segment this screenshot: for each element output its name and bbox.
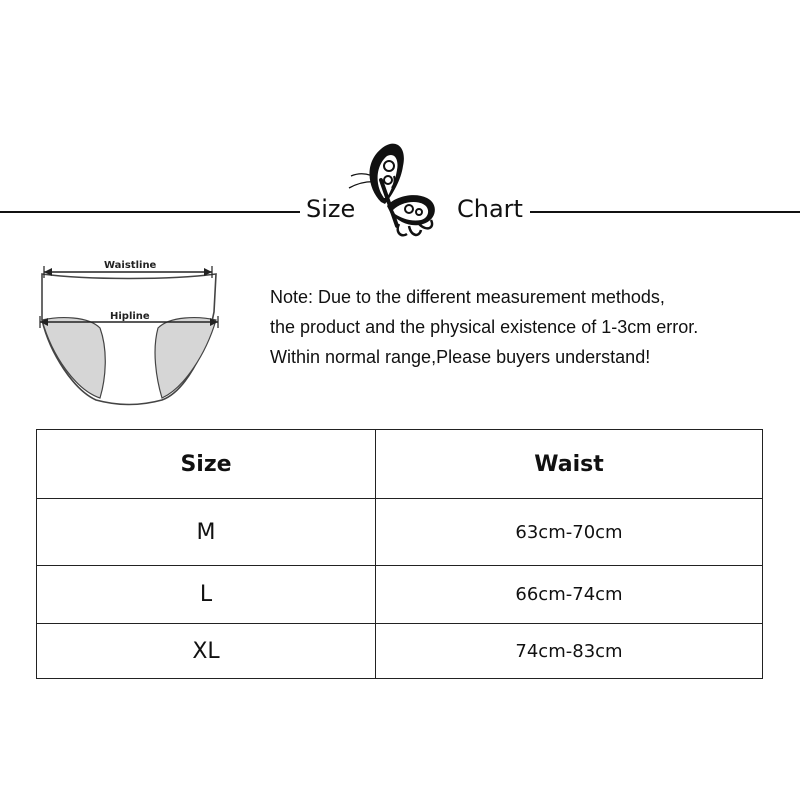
header-size-word: Size [306,195,356,223]
size-cell: L [37,566,376,624]
hipline-label: Hipline [110,311,150,322]
measurement-note [270,282,698,372]
size-table [36,429,763,679]
table-row [37,499,763,566]
waist-cell: 74cm-83cm [376,624,763,679]
header-rule-left [0,211,300,213]
waistline-label: Waistline [104,260,157,271]
table-row [37,624,763,679]
waist-cell: 63cm-70cm [376,499,763,566]
briefs-measurement-diagram [30,250,230,410]
waist-cell: 66cm-74cm [376,566,763,624]
header-chart-word: Chart [457,195,523,223]
size-cell: XL [37,624,376,679]
table-header-row [37,430,763,499]
note-line: Within normal range,Please buyers understand! [270,347,651,367]
size-cell: M [37,499,376,566]
header-size: Size [37,430,376,499]
note-line: Note: Due to the different measurement methods, [270,287,665,307]
header-rule-right [530,211,800,213]
butterfly-icon [345,140,445,245]
note-line: the product and the physical existence of 1-3cm error. [270,317,699,337]
header-waist: Waist [376,430,763,499]
table-row [37,566,763,624]
